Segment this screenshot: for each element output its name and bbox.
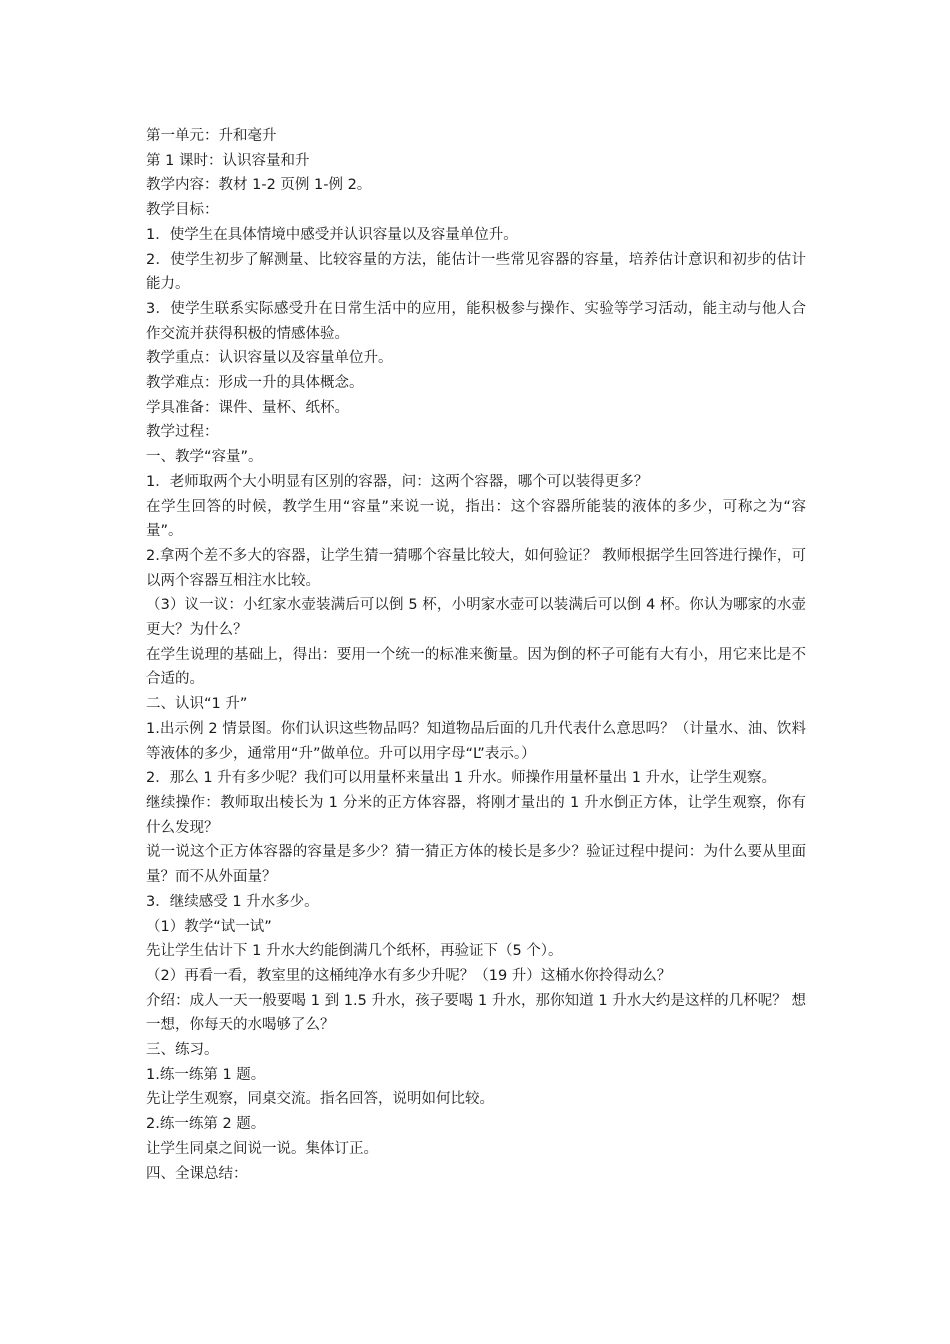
paragraph: 在学生说理的基础上，得出：要用一个统一的标准来衡量。因为倒的杯子可能有大有小，用它来比是不合适的。 (146, 646, 806, 688)
paragraph: 2.练一练第 2 题。 (146, 1116, 266, 1133)
key-point: 教学重点：认识容量以及容量单位升。 (146, 350, 393, 367)
materials: 学具准备：课件、量杯、纸杯。 (146, 399, 349, 416)
document-page (146, 124, 806, 1186)
paragraph: 继续操作：教师取出棱长为 1 分米的正方体容器，将刚才量出的 1 升水倒正方体，让学生观察，你有什么发现？ (146, 794, 806, 836)
section-1-heading: 一、教学“容量”。 (146, 449, 263, 466)
paragraph: 1.出示例 2 情景图。你们认识这些物品吗？知道物品后面的几升代表什么意思吗？（计量水、油、饮料等液体的多少，通常用“升”做单位。升可以用字母“L”表示。） (146, 720, 806, 762)
objectives-heading: 教学目标： (146, 202, 219, 219)
paragraph: 说一说这个正方体容器的容量是多少？猜一猜正方体的棱长是多少？验证过程中提问：为什么要从里面量？而不从外面量？ (146, 844, 806, 886)
objective-2: 2．使学生初步了解测量、比较容量的方法，能估计一些常见容器的容量，培养估计意识和初步的估计能力。 (146, 251, 806, 293)
section-2-heading: 二、认识“1 升” (146, 696, 248, 713)
lesson-title: 第 1 课时：认识容量和升 (146, 152, 310, 169)
paragraph: 1．老师取两个大小明显有区别的容器，问：这两个容器，哪个可以装得更多？ (146, 473, 649, 490)
difficult-point: 教学难点：形成一升的具体概念。 (146, 375, 364, 392)
paragraph: 1.练一练第 1 题。 (146, 1066, 266, 1083)
paragraph: 2.拿两个差不多大的容器，让学生猜一猜哪个容量比较大，如何验证？ 教师根据学生回答进行操作，可以两个容器互相注水比较。 (146, 547, 806, 589)
paragraph: （2）再看一看，教室里的这桶纯净水有多少升呢？（19 升）这桶水你拎得动么？ (146, 967, 672, 984)
paragraph: 介绍：成人一天一般要喝 1 到 1.5 升水，孩子要喝 1 升水，那你知道 1 升水大约是这样的几杯呢？ 想一想，你每天的水喝够了么？ (146, 992, 806, 1034)
objective-3: 3．使学生联系实际感受升在日常生活中的应用，能积极参与操作、实验等学习活动，能主动与他人合作交流并获得积极的情感体验。 (146, 300, 806, 342)
paragraph: （3）议一议：小红家水壶装满后可以倒 5 杯，小明家水壶可以装满后可以倒 4 杯。你认为哪家的水壶更大？为什么？ (146, 597, 806, 639)
paragraph: 先让学生观察，同桌交流。指名回答，说明如何比较。 (146, 1091, 494, 1108)
section-4-heading: 四、全课总结： (146, 1165, 248, 1182)
objective-1: 1．使学生在具体情境中感受并认识容量以及容量单位升。 (146, 226, 518, 243)
unit-title: 第一单元：升和毫升 (146, 128, 277, 144)
paragraph: 3．继续感受 1 升水多少。 (146, 893, 319, 910)
paragraph: 让学生同桌之间说一说。集体订正。 (146, 1140, 378, 1157)
paragraph: 先让学生估计下 1 升水大约能倒满几个纸杯，再验证下（5 个）。 (146, 943, 563, 960)
section-3-heading: 三、练习。 (146, 1042, 219, 1059)
paragraph: （1）教学“试一试” (146, 918, 272, 935)
process-heading: 教学过程： (146, 424, 219, 441)
teaching-content: 教学内容：教材 1-2 页例 1-例 2。 (146, 177, 372, 194)
paragraph: 在学生回答的时候，教学生用“容量”来说一说，指出：这个容器所能装的液体的多少，可称之为“容量”。 (146, 498, 806, 540)
paragraph: 2．那么 1 升有多少呢？我们可以用量杯来量出 1 升水。师操作用量杯量出 1 升水，让学生观察。 (146, 770, 777, 787)
